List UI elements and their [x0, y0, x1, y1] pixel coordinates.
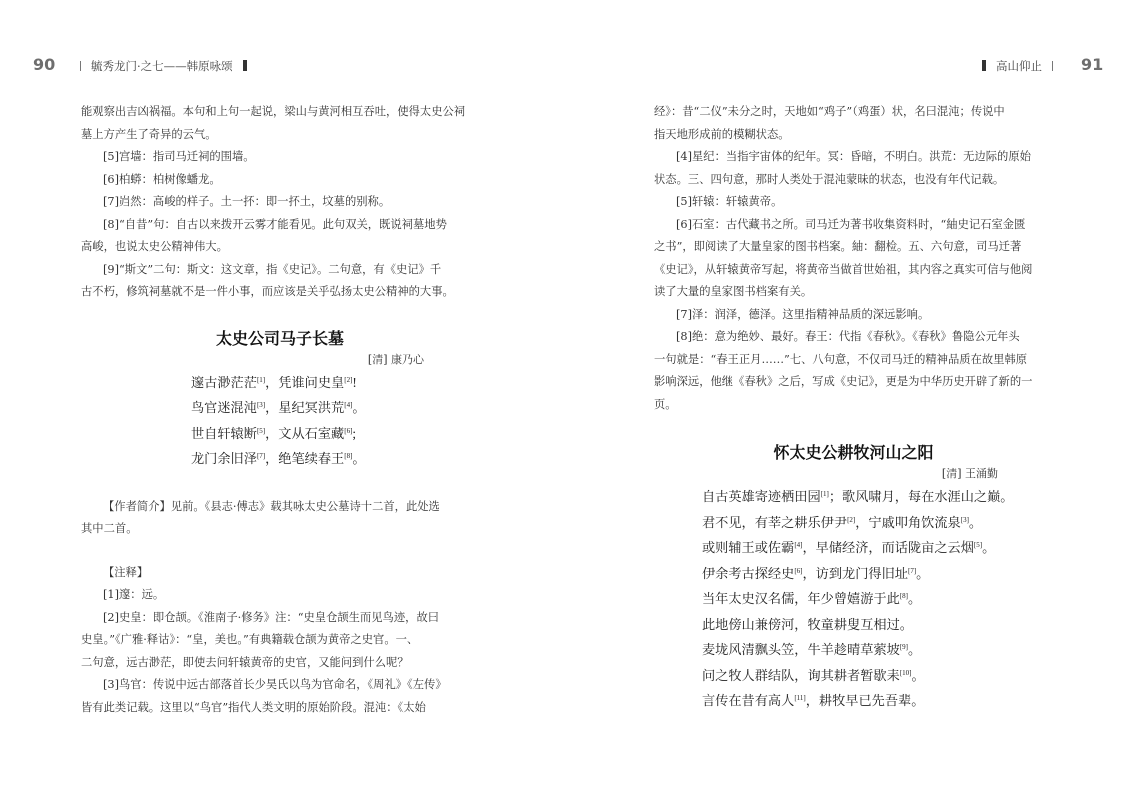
- note-6-line: [6]石室：古代藏书之所。司马迁为著书收集资料时，“紬史记石室金匮: [676, 217, 1026, 231]
- continuation-line: 经》：昔“二仪”未分之时，天地如“鸡子”（鸡蛋）状，名曰混沌；传说中: [654, 105, 1005, 118]
- poem-body: [81, 370, 479, 472]
- poem-line: 伊余考古探经史[6]，访到龙门得旧址[7]。: [702, 565, 930, 581]
- author-intro-line: 其中二首。: [81, 522, 138, 535]
- note-6-line: 之书”，即阅读了大量皇家的图书档案。紬：翻检。五、六句意，司马迁著: [654, 240, 1022, 253]
- poem-author: [清] 王涌勤: [941, 467, 998, 480]
- left-page-body: [81, 101, 479, 719]
- note-4-line: [4]星纪：当指宇宙体的纪年。冥：昏暗，不明白。洪荒：无边际的原始: [676, 150, 1031, 163]
- note-8-line: 影响深远，他继《春秋》之后，写成《史记》，更是为中华历史开辟了新的一: [654, 375, 1033, 388]
- poem-title: 太史公司马子长墓: [215, 328, 344, 348]
- author-intro-line: 【作者简介】见前。《县志·傅志》载其咏太史公墓诗十二首，此处选: [103, 499, 440, 513]
- note-5: [5]轩辕：轩辕黄帝。: [676, 195, 783, 208]
- note-7: [7]泽：润泽，德泽。这里指精神品质的深远影响。: [676, 307, 930, 321]
- note-7: [7]岿然：高峻的样子。土一抔：即一抔土，坟墓的别称。: [103, 195, 391, 208]
- note-8-line: [8]“自昔”句：自古以来拨开云雾才能看见。此句双关，既说祠墓地势: [103, 217, 447, 231]
- poem-line: 言传在昔有高人[11]，耕牧早已先吾辈。: [702, 693, 925, 708]
- poem-line: 君不见，有莘之耕乐伊尹[2]，宁戚叩角饮流泉[3]。: [702, 514, 983, 530]
- note-5: [5]宫墙：指司马迁祠的围墙。: [103, 150, 255, 163]
- note-8-line: 页。: [654, 397, 677, 411]
- note-4-line: 状态。三、四句意，那时人类处于混沌蒙昧的状态，也没有年代记载。: [654, 172, 1005, 186]
- poem-title: 怀太史公耕牧河山之阳: [773, 443, 934, 462]
- poem-line: 世自轩辕断[5]，文从石室藏[6];: [191, 425, 357, 441]
- note-1: [1]邃：远。: [103, 588, 165, 601]
- note-2-line: 史皇。”《广雅·释诂》：“皇，美也。”有典籍载仓颉为黄帝之史官。一、: [81, 633, 419, 646]
- notes-heading: 【注释】: [103, 565, 149, 579]
- note-8-line: 一句就是：“春王正月……”七、八句意，不仅司马迁的精神品质在故里韩原: [654, 352, 1028, 366]
- poem-line: 龙门余旧泽[7]，绝笔续春王[8]。: [191, 451, 366, 466]
- intro-line: 能观察出吉凶祸福。本句和上句一起说，梁山与黄河相互吞吐，使得太史公祠: [81, 105, 466, 118]
- header-block-marker: [243, 60, 247, 71]
- page-number-right: 91: [1081, 55, 1104, 74]
- running-title-right: 高山仰止: [996, 59, 1042, 73]
- note-9-line: 古不朽，修筑祠墓就不是一件小事，而应该是关乎弘扬太史公精神的大事。: [81, 285, 454, 298]
- header-divider: [1052, 61, 1053, 71]
- poem-author: [清] 康乃心: [367, 352, 424, 366]
- header-block-marker: [982, 60, 986, 71]
- poem-body: [654, 484, 1053, 714]
- note-6-line: 读了大量的皇家图书档案有关。: [654, 285, 813, 298]
- poem-line: 邃古渺茫茫[1]，凭谁问史皇[2]!: [191, 374, 357, 390]
- poem-line: 麦垅风清飘头笠，牛羊趁晴草萦坡[9]。: [702, 642, 922, 657]
- note-3-line: 皆有此类记载。这里以“鸟官”指代人类文明的原始阶段。混沌：《太始: [81, 700, 426, 714]
- note-9-line: [9]“斯文”二句：斯文：这文章，指《史记》。二句意，有《史记》千: [103, 262, 442, 276]
- note-3-line: [3]鸟官：传说中远古部落首长少昊氏以鸟为官命名，《周礼》《左传》: [103, 678, 447, 691]
- poem-line: 鸟官迷混沌[3]，星纪冥洪荒[4]。: [191, 400, 366, 415]
- note-2-line: 二句意，远古渺茫，即使去问轩辕黄帝的史官，又能问到什么呢？: [81, 655, 409, 669]
- page-number-left: 90: [33, 55, 56, 74]
- note-2-line: [2]史皇：即仓颉。《淮南子·修务》注：“史皇仓颉生而见鸟迹，故曰: [103, 610, 440, 624]
- continuation-line: 指天地形成前的模糊状态。: [654, 127, 790, 141]
- note-6-line: 《史记》，从轩辕黄帝写起，将黄帝当做首世始祖，其内容之真实可信与他阅: [654, 262, 1033, 276]
- right-page-body: [654, 101, 1053, 714]
- poem-line: 问之牧人群结队，询其耕者暂歇耒[10]。: [702, 667, 925, 683]
- intro-line: 墓上方产生了奇异的云气。: [81, 127, 217, 141]
- poem-line: 或则辅王或佐霸[4]，早储经济，而话陇亩之云烟[5]。: [702, 540, 996, 555]
- running-header-right: [972, 58, 1063, 74]
- poem-line: 自古英雄寄迹栖田园[1]；歌风啸月，每在水涯山之巅。: [702, 489, 1014, 504]
- header-divider: [80, 61, 81, 71]
- poem-line: 当年太史汉名儒，年少曾嬉游于此[8]。: [702, 591, 922, 606]
- note-8-line: 高峻，也说太史公精神伟大。: [81, 240, 228, 253]
- running-header-left: [70, 58, 257, 74]
- poem-line: 此地傍山兼傍河，牧童耕叟互相过。: [702, 616, 913, 632]
- note-8-line: [8]绝：意为绝妙、最好。春王：代指《春秋》。《春秋》鲁隐公元年头: [676, 330, 1020, 343]
- note-6: [6]柏蟒：柏树像蟠龙。: [103, 172, 221, 186]
- running-title-left: 毓秀龙门·之七——韩原咏颂: [91, 59, 233, 73]
